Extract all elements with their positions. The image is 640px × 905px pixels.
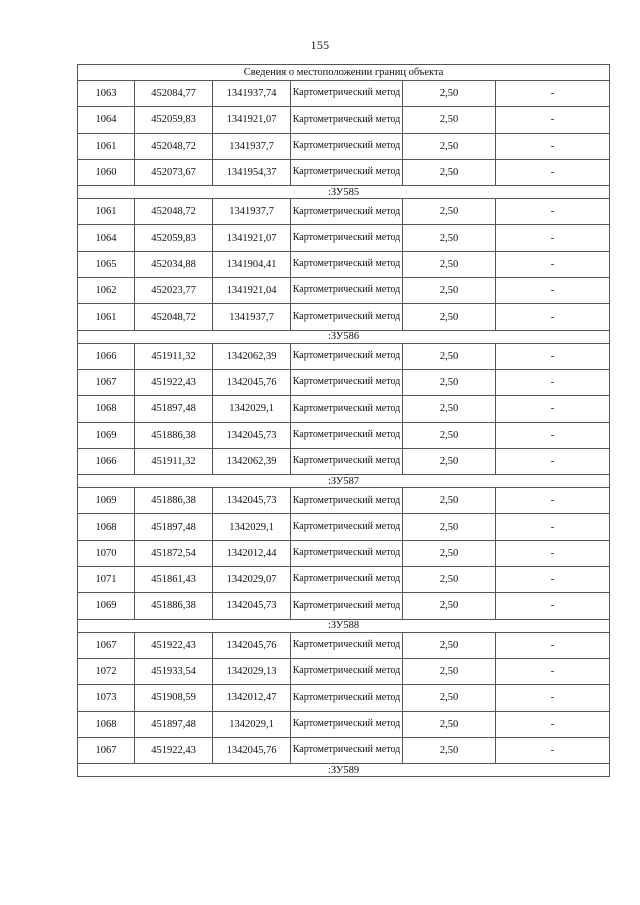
accuracy-cell: 2,50 bbox=[403, 107, 496, 133]
boundary-coordinates-table bbox=[77, 64, 610, 777]
accuracy-cell: 2,50 bbox=[403, 658, 496, 684]
table-row bbox=[78, 159, 610, 185]
section-label: :ЗУ585 bbox=[78, 186, 610, 199]
boundary-table-sheet bbox=[77, 64, 609, 777]
section-label: :ЗУ586 bbox=[78, 330, 610, 343]
y-coordinate-cell: 1342029,1 bbox=[213, 711, 291, 737]
point-number-cell: 1073 bbox=[78, 685, 135, 711]
note-cell: - bbox=[496, 304, 610, 330]
table-row bbox=[78, 396, 610, 422]
note-cell: - bbox=[496, 737, 610, 763]
note-cell: - bbox=[496, 199, 610, 225]
method-cell: Картометрический метод bbox=[291, 448, 403, 474]
point-number-cell: 1067 bbox=[78, 369, 135, 395]
point-number-cell: 1068 bbox=[78, 711, 135, 737]
point-number-cell: 1061 bbox=[78, 304, 135, 330]
section-row bbox=[78, 764, 610, 777]
y-coordinate-cell: 1342012,44 bbox=[213, 540, 291, 566]
table-row bbox=[78, 81, 610, 107]
table-row bbox=[78, 278, 610, 304]
accuracy-cell: 2,50 bbox=[403, 225, 496, 251]
table-row bbox=[78, 369, 610, 395]
note-cell: - bbox=[496, 658, 610, 684]
note-cell: - bbox=[496, 225, 610, 251]
method-cell: Картометрический метод bbox=[291, 737, 403, 763]
y-coordinate-cell: 1341937,7 bbox=[213, 304, 291, 330]
x-coordinate-cell: 452023,77 bbox=[135, 278, 213, 304]
y-coordinate-cell: 1342045,73 bbox=[213, 422, 291, 448]
y-coordinate-cell: 1341904,41 bbox=[213, 251, 291, 277]
x-coordinate-cell: 451933,54 bbox=[135, 658, 213, 684]
table-row bbox=[78, 658, 610, 684]
note-cell: - bbox=[496, 396, 610, 422]
x-coordinate-cell: 452048,72 bbox=[135, 133, 213, 159]
point-number-cell: 1062 bbox=[78, 278, 135, 304]
method-cell: Картометрический метод bbox=[291, 225, 403, 251]
accuracy-cell: 2,50 bbox=[403, 567, 496, 593]
section-label: :ЗУ588 bbox=[78, 619, 610, 632]
x-coordinate-cell: 451886,38 bbox=[135, 422, 213, 448]
point-number-cell: 1061 bbox=[78, 133, 135, 159]
section-row bbox=[78, 186, 610, 199]
y-coordinate-cell: 1342062,39 bbox=[213, 343, 291, 369]
accuracy-cell: 2,50 bbox=[403, 632, 496, 658]
point-number-cell: 1071 bbox=[78, 567, 135, 593]
point-number-cell: 1067 bbox=[78, 632, 135, 658]
x-coordinate-cell: 452048,72 bbox=[135, 304, 213, 330]
method-cell: Картометрический метод bbox=[291, 593, 403, 619]
x-coordinate-cell: 452048,72 bbox=[135, 199, 213, 225]
method-cell: Картометрический метод bbox=[291, 514, 403, 540]
method-cell: Картометрический метод bbox=[291, 278, 403, 304]
x-coordinate-cell: 451922,43 bbox=[135, 369, 213, 395]
section-label: :ЗУ587 bbox=[78, 475, 610, 488]
y-coordinate-cell: 1342029,07 bbox=[213, 567, 291, 593]
point-number-cell: 1064 bbox=[78, 107, 135, 133]
x-coordinate-cell: 451911,32 bbox=[135, 343, 213, 369]
x-coordinate-cell: 451886,38 bbox=[135, 488, 213, 514]
x-coordinate-cell: 452034,88 bbox=[135, 251, 213, 277]
note-cell: - bbox=[496, 632, 610, 658]
note-cell: - bbox=[496, 159, 610, 185]
x-coordinate-cell: 451922,43 bbox=[135, 632, 213, 658]
note-cell: - bbox=[496, 593, 610, 619]
table-row bbox=[78, 107, 610, 133]
x-coordinate-cell: 452084,77 bbox=[135, 81, 213, 107]
table-row bbox=[78, 567, 610, 593]
point-number-cell: 1066 bbox=[78, 343, 135, 369]
method-cell: Картометрический метод bbox=[291, 658, 403, 684]
accuracy-cell: 2,50 bbox=[403, 81, 496, 107]
x-coordinate-cell: 451861,43 bbox=[135, 567, 213, 593]
method-cell: Картометрический метод bbox=[291, 251, 403, 277]
y-coordinate-cell: 1341921,07 bbox=[213, 107, 291, 133]
method-cell: Картометрический метод bbox=[291, 81, 403, 107]
note-cell: - bbox=[496, 448, 610, 474]
table-row bbox=[78, 737, 610, 763]
y-coordinate-cell: 1342045,76 bbox=[213, 737, 291, 763]
point-number-cell: 1068 bbox=[78, 396, 135, 422]
method-cell: Картометрический метод bbox=[291, 107, 403, 133]
method-cell: Картометрический метод bbox=[291, 632, 403, 658]
note-cell: - bbox=[496, 251, 610, 277]
point-number-cell: 1065 bbox=[78, 251, 135, 277]
note-cell: - bbox=[496, 133, 610, 159]
x-coordinate-cell: 452073,67 bbox=[135, 159, 213, 185]
method-cell: Картометрический метод bbox=[291, 133, 403, 159]
section-row bbox=[78, 619, 610, 632]
note-cell: - bbox=[496, 567, 610, 593]
point-number-cell: 1060 bbox=[78, 159, 135, 185]
method-cell: Картометрический метод bbox=[291, 711, 403, 737]
accuracy-cell: 2,50 bbox=[403, 514, 496, 540]
note-cell: - bbox=[496, 685, 610, 711]
table-row bbox=[78, 304, 610, 330]
accuracy-cell: 2,50 bbox=[403, 369, 496, 395]
table-row bbox=[78, 448, 610, 474]
accuracy-cell: 2,50 bbox=[403, 593, 496, 619]
x-coordinate-cell: 451908,59 bbox=[135, 685, 213, 711]
accuracy-cell: 2,50 bbox=[403, 540, 496, 566]
table-row bbox=[78, 593, 610, 619]
table-row bbox=[78, 199, 610, 225]
table-header-row bbox=[78, 65, 610, 81]
accuracy-cell: 2,50 bbox=[403, 199, 496, 225]
x-coordinate-cell: 451911,32 bbox=[135, 448, 213, 474]
method-cell: Картометрический метод bbox=[291, 159, 403, 185]
note-cell: - bbox=[496, 422, 610, 448]
table-row bbox=[78, 133, 610, 159]
note-cell: - bbox=[496, 488, 610, 514]
point-number-cell: 1064 bbox=[78, 225, 135, 251]
accuracy-cell: 2,50 bbox=[403, 685, 496, 711]
point-number-cell: 1068 bbox=[78, 514, 135, 540]
method-cell: Картометрический метод bbox=[291, 369, 403, 395]
note-cell: - bbox=[496, 81, 610, 107]
y-coordinate-cell: 1342045,73 bbox=[213, 488, 291, 514]
y-coordinate-cell: 1341921,04 bbox=[213, 278, 291, 304]
accuracy-cell: 2,50 bbox=[403, 737, 496, 763]
y-coordinate-cell: 1342045,76 bbox=[213, 369, 291, 395]
method-cell: Картометрический метод bbox=[291, 304, 403, 330]
y-coordinate-cell: 1341921,07 bbox=[213, 225, 291, 251]
x-coordinate-cell: 451897,48 bbox=[135, 396, 213, 422]
table-row bbox=[78, 343, 610, 369]
accuracy-cell: 2,50 bbox=[403, 159, 496, 185]
y-coordinate-cell: 1342029,1 bbox=[213, 514, 291, 540]
table-row bbox=[78, 488, 610, 514]
y-coordinate-cell: 1341937,7 bbox=[213, 133, 291, 159]
x-coordinate-cell: 451886,38 bbox=[135, 593, 213, 619]
method-cell: Картометрический метод bbox=[291, 567, 403, 593]
method-cell: Картометрический метод bbox=[291, 540, 403, 566]
method-cell: Картометрический метод bbox=[291, 396, 403, 422]
note-cell: - bbox=[496, 540, 610, 566]
y-coordinate-cell: 1342029,13 bbox=[213, 658, 291, 684]
point-number-cell: 1067 bbox=[78, 737, 135, 763]
point-number-cell: 1066 bbox=[78, 448, 135, 474]
y-coordinate-cell: 1341954,37 bbox=[213, 159, 291, 185]
point-number-cell: 1063 bbox=[78, 81, 135, 107]
point-number-cell: 1069 bbox=[78, 488, 135, 514]
accuracy-cell: 2,50 bbox=[403, 396, 496, 422]
table-row bbox=[78, 251, 610, 277]
y-coordinate-cell: 1341937,74 bbox=[213, 81, 291, 107]
table-row bbox=[78, 632, 610, 658]
section-row bbox=[78, 475, 610, 488]
x-coordinate-cell: 452059,83 bbox=[135, 107, 213, 133]
y-coordinate-cell: 1342012,47 bbox=[213, 685, 291, 711]
y-coordinate-cell: 1342045,76 bbox=[213, 632, 291, 658]
accuracy-cell: 2,50 bbox=[403, 304, 496, 330]
x-coordinate-cell: 451922,43 bbox=[135, 737, 213, 763]
point-number-cell: 1069 bbox=[78, 422, 135, 448]
y-coordinate-cell: 1342029,1 bbox=[213, 396, 291, 422]
table-row bbox=[78, 225, 610, 251]
y-coordinate-cell: 1342062,39 bbox=[213, 448, 291, 474]
x-coordinate-cell: 452059,83 bbox=[135, 225, 213, 251]
point-number-cell: 1070 bbox=[78, 540, 135, 566]
accuracy-cell: 2,50 bbox=[403, 278, 496, 304]
note-cell: - bbox=[496, 343, 610, 369]
point-number-cell: 1069 bbox=[78, 593, 135, 619]
table-row bbox=[78, 540, 610, 566]
table-row bbox=[78, 514, 610, 540]
point-number-cell: 1061 bbox=[78, 199, 135, 225]
note-cell: - bbox=[496, 514, 610, 540]
accuracy-cell: 2,50 bbox=[403, 488, 496, 514]
accuracy-cell: 2,50 bbox=[403, 448, 496, 474]
page-number: 155 bbox=[310, 38, 330, 52]
table-row bbox=[78, 422, 610, 448]
method-cell: Картометрический метод bbox=[291, 199, 403, 225]
accuracy-cell: 2,50 bbox=[403, 133, 496, 159]
x-coordinate-cell: 451872,54 bbox=[135, 540, 213, 566]
note-cell: - bbox=[496, 369, 610, 395]
point-number-cell: 1072 bbox=[78, 658, 135, 684]
method-cell: Картометрический метод bbox=[291, 343, 403, 369]
method-cell: Картометрический метод bbox=[291, 685, 403, 711]
note-cell: - bbox=[496, 711, 610, 737]
section-row bbox=[78, 330, 610, 343]
x-coordinate-cell: 451897,48 bbox=[135, 514, 213, 540]
table-row bbox=[78, 685, 610, 711]
note-cell: - bbox=[496, 278, 610, 304]
y-coordinate-cell: 1341937,7 bbox=[213, 199, 291, 225]
y-coordinate-cell: 1342045,73 bbox=[213, 593, 291, 619]
method-cell: Картометрический метод bbox=[291, 488, 403, 514]
table-header: Сведения о местоположении границ объекта bbox=[78, 65, 610, 81]
note-cell: - bbox=[496, 107, 610, 133]
x-coordinate-cell: 451897,48 bbox=[135, 711, 213, 737]
accuracy-cell: 2,50 bbox=[403, 343, 496, 369]
accuracy-cell: 2,50 bbox=[403, 422, 496, 448]
accuracy-cell: 2,50 bbox=[403, 711, 496, 737]
table-row bbox=[78, 711, 610, 737]
section-label: :ЗУ589 bbox=[78, 764, 610, 777]
method-cell: Картометрический метод bbox=[291, 422, 403, 448]
accuracy-cell: 2,50 bbox=[403, 251, 496, 277]
